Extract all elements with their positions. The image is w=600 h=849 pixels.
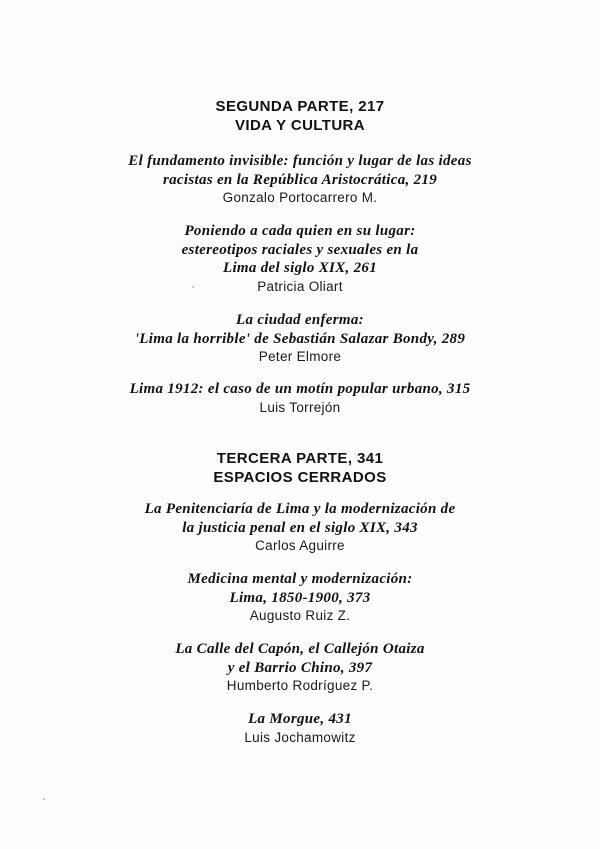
entry-title: Medicina mental y modernización: Lima, 1850-1900, 373: [187, 571, 413, 606]
part-title: ESPACIOS CERRADOS: [213, 469, 387, 486]
entry-title: La Morgue, 431: [248, 711, 352, 727]
entry-author: Gonzalo Portocarrero M.: [222, 190, 378, 205]
entry-author: Humberto Rodríguez P.: [226, 678, 374, 693]
entry-author: Peter Elmore: [258, 349, 342, 364]
scan-speck: [192, 286, 194, 288]
part-number: SEGUNDA PARTE, 217: [215, 98, 385, 115]
toc-entry: [0, 152, 600, 207]
toc-entry: [0, 222, 600, 296]
toc-entry: [0, 500, 600, 555]
entry-author: Luis Torrejón: [259, 399, 341, 415]
part-heading-tercera: [0, 449, 600, 487]
entry-title: La Calle del Capón, el Callejón Otaiza y el Barrio Chino, 397: [175, 641, 425, 676]
entry-author: Patricia Oliart: [257, 278, 343, 294]
entry-title: La ciudad enferma: 'Lima la horrible' de Sebastián Salazar Bondy, 289: [134, 312, 466, 347]
entry-author: Carlos Aguirre: [255, 538, 345, 553]
scan-speck: [43, 798, 45, 800]
toc-entry: [0, 311, 600, 366]
part-title: VIDA Y CULTURA: [234, 117, 366, 134]
part-heading-segunda: [0, 97, 600, 135]
toc-entry: [0, 710, 600, 747]
toc-entry: [0, 640, 600, 695]
toc-entry: [0, 380, 600, 417]
part-number: TERCERA PARTE, 341: [216, 450, 384, 467]
entry-author: Augusto Ruiz Z.: [249, 608, 351, 623]
entry-title: Poniendo a cada quien en su lugar: estereotipos raciales y sexuales en la Lima del siglo XIX, 261: [181, 223, 419, 276]
entry-title: La Penitenciaría de Lima y la modernización de la justicia penal en el siglo XIX, 343: [144, 501, 456, 536]
entry-author: Luis Jochamowitz: [244, 729, 356, 745]
entry-title: El fundamento invisible: función y lugar de las ideas racistas en la República Aristocrática, 219: [128, 153, 472, 188]
toc-entry: [0, 570, 600, 625]
entry-title: Lima 1912: el caso de un motín popular urbano, 315: [129, 381, 471, 397]
